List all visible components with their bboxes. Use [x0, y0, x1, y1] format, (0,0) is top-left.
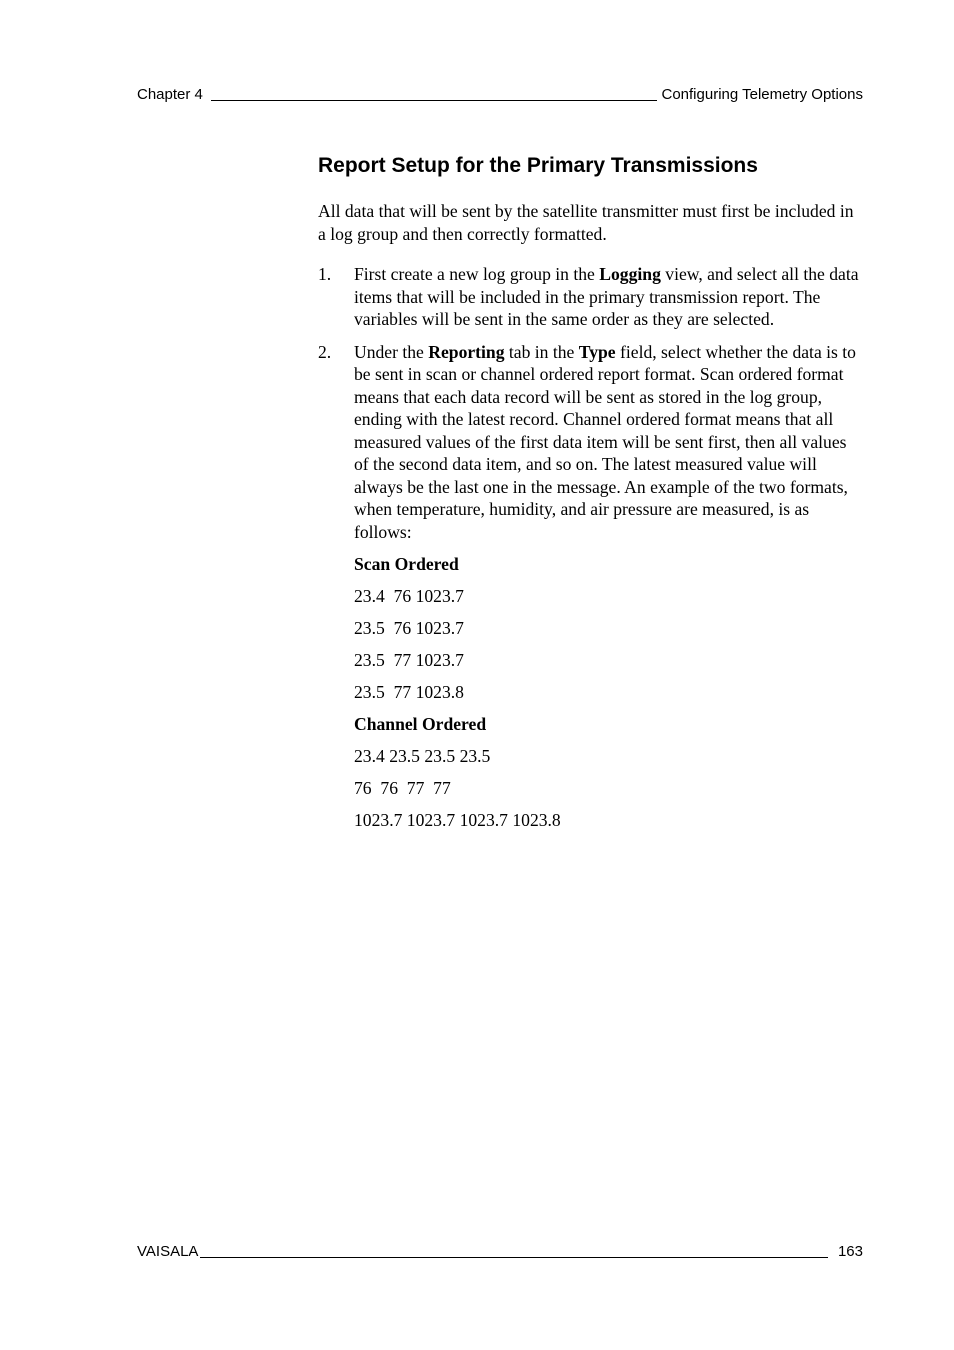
logging-term: Logging [599, 264, 661, 284]
intro-paragraph: All data that will be sent by the satellite transmitter must first be included in a log group and then correctly formatted. [318, 201, 854, 244]
section-body [318, 200, 863, 832]
format-examples [354, 553, 863, 832]
step-number: 1. [318, 264, 332, 284]
chapter-label: Chapter 4 [137, 86, 203, 103]
scan-line: 23.5 76 1023.7 [354, 618, 464, 638]
step-text-part: field, select whether the data is to be sent in scan or channel ordered report format. Scan ordered format means that each data record will be sent as stored in the log group, ending with the latest record. Channel ordered format means that all measured values of the first data item will be sent first, then all values of the second data item, and so on. The latest measured value will always be the last one in the message. An example of the two formats, when temperature, humidity, and air pressure are measured, is as follows: [354, 341, 856, 542]
page-footer [137, 1243, 863, 1261]
step-text [354, 263, 863, 331]
header-rule [211, 100, 657, 101]
step-number: 2. [318, 341, 332, 362]
step-text [354, 341, 863, 544]
scan-line: 23.5 77 1023.8 [354, 682, 464, 702]
channel-line: 1023.7 1023.7 1023.7 1023.8 [354, 810, 561, 830]
company-name: VAISALA [137, 1243, 199, 1260]
step-text-part: view, and select all the data items that will be included in the primary transmission report. The variables will be sent in the same order as they are selected. [354, 264, 859, 329]
type-term: Type [578, 341, 616, 362]
chapter-title: Configuring Telemetry Options [661, 86, 863, 103]
step-text-part: tab in the [504, 341, 579, 362]
step-2 [318, 341, 863, 544]
step-text-part: Under the [354, 341, 429, 362]
channel-heading-text: Channel Ordered [354, 714, 487, 734]
channel-ordered-heading [354, 713, 863, 736]
channel-line: 76 76 77 77 [354, 778, 451, 798]
page-number: 163 [837, 1243, 863, 1260]
footer-rule [200, 1257, 828, 1258]
step-text-part: First create a new log group in the [354, 264, 600, 284]
reporting-term: Reporting [428, 341, 505, 362]
channel-line: 23.4 23.5 23.5 23.5 [354, 746, 491, 766]
scan-ordered-heading [354, 553, 863, 576]
step-1 [318, 263, 863, 331]
page-header [137, 86, 863, 104]
section-title: Report Setup for the Primary Transmissions [318, 154, 758, 177]
scan-line: 23.4 76 1023.7 [354, 586, 464, 606]
scan-heading-text: Scan Ordered [354, 554, 459, 574]
scan-line: 23.5 77 1023.7 [354, 650, 464, 670]
